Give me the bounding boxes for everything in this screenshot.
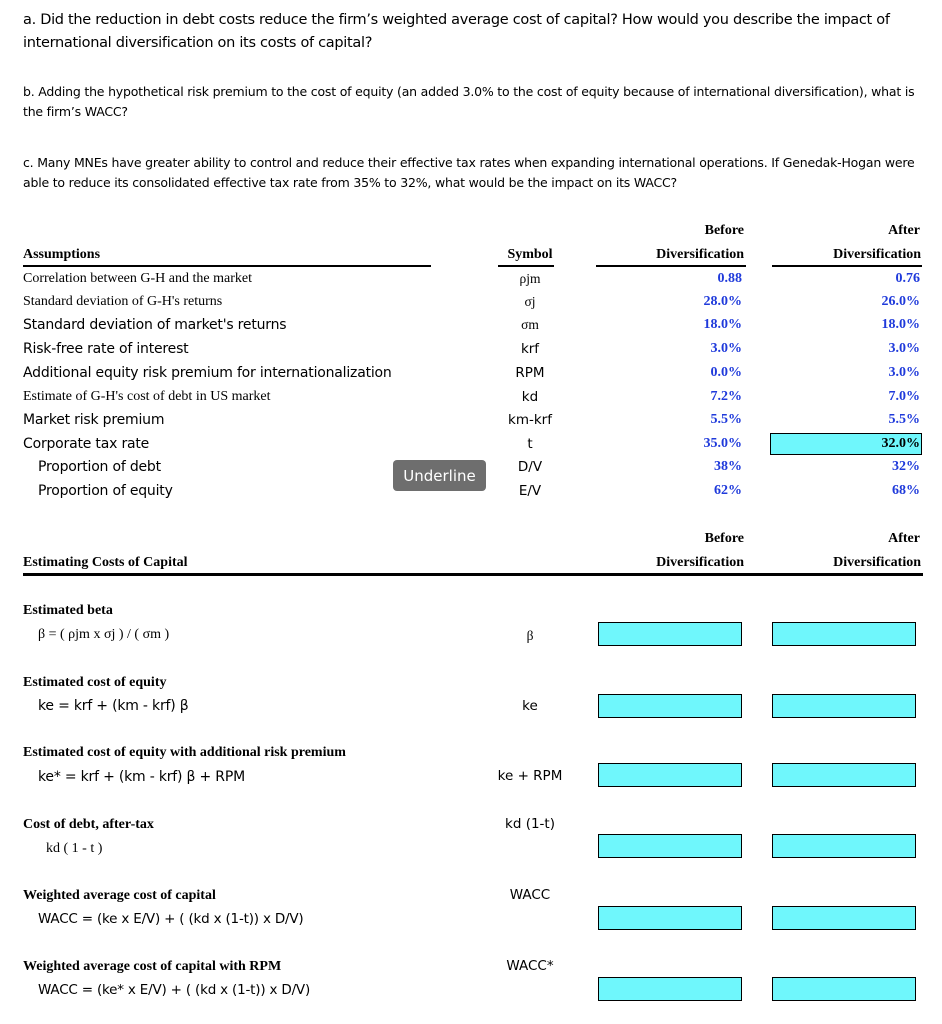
wacc-before-cell[interactable] [598, 906, 742, 930]
est-formula-cost-equity-rpm: ke* = krf + (km - krf) β + RPM [38, 769, 245, 785]
assumptions-underline [23, 265, 431, 267]
est-symbol-cost-debt: kd (1-t) [505, 816, 555, 832]
est-title-beta: Estimated beta [23, 603, 113, 618]
wacc-after-cell[interactable] [772, 906, 916, 930]
row-label-cost-debt: Estimate of G-H's cost of debt in US market [23, 389, 271, 404]
est-after-header-bottom: Diversification [833, 555, 921, 570]
row-symbol-equity-prop: E/V [518, 483, 542, 499]
est-title-wacc: Weighted average cost of capital [23, 888, 216, 903]
before-header-bottom: Diversification [656, 247, 744, 262]
before-header-top: Before [704, 223, 744, 238]
est-symbol-cost-equity-rpm: ke + RPM [497, 768, 563, 784]
cost-equity-rpm-before-cell[interactable] [598, 763, 742, 787]
row-before-sd-market: 18.0% [703, 317, 742, 332]
row-label-rpm: Additional equity risk premium for internationalization [23, 365, 392, 381]
row-after-sd-market: 18.0% [881, 317, 920, 332]
row-symbol-market-risk: km-krf [508, 412, 552, 428]
after-underline [772, 265, 922, 267]
wacc-rpm-after-cell[interactable] [772, 977, 916, 1001]
row-label-equity-prop: Proportion of equity [38, 483, 173, 499]
row-symbol-sd-gh: σj [524, 294, 536, 309]
row-label-sd-market: Standard deviation of market's returns [23, 317, 287, 333]
after-header-bottom: Diversification [833, 247, 921, 262]
est-formula-cost-equity: ke = krf + (km - krf) β [38, 698, 189, 714]
row-label-risk-free: Risk-free rate of interest [23, 341, 189, 357]
row-label-correlation: Correlation between G-H and the market [23, 271, 252, 286]
row-after-tax-rate[interactable]: 32.0% [881, 436, 920, 451]
est-symbol-wacc-rpm: WACC* [506, 958, 554, 974]
row-after-cost-debt: 7.0% [888, 389, 920, 404]
row-label-debt-prop: Proportion of debt [38, 459, 161, 475]
assumptions-header: Assumptions [23, 247, 101, 262]
row-after-rpm: 3.0% [888, 365, 920, 380]
row-before-correlation: 0.88 [717, 271, 742, 286]
cost-equity-before-cell[interactable] [598, 694, 742, 718]
row-before-debt-prop: 38% [714, 459, 742, 474]
est-symbol-beta: β [526, 628, 534, 643]
est-formula-wacc-rpm: WACC = (ke* x E/V) + ( (kd x (1-t)) x D/V) [38, 982, 311, 998]
est-symbol-wacc: WACC [509, 887, 551, 903]
est-formula-cost-debt: kd ( 1 - t ) [46, 841, 103, 856]
row-symbol-tax-rate: t [527, 436, 533, 452]
est-title-cost-equity: Estimated cost of equity [23, 675, 167, 690]
underline-tooltip: Underline [393, 460, 486, 491]
cost-equity-rpm-after-cell[interactable] [772, 763, 916, 787]
row-before-rpm: 0.0% [710, 365, 742, 380]
before-underline [596, 265, 746, 267]
row-after-risk-free: 3.0% [888, 341, 920, 356]
estimating-underline [23, 573, 923, 576]
est-formula-beta: β = ( ρjm x σj ) / ( σm ) [38, 627, 170, 642]
row-after-market-risk: 5.5% [888, 412, 920, 427]
row-symbol-risk-free: krf [520, 341, 540, 357]
symbol-header: Symbol [507, 247, 553, 262]
est-title-cost-debt: Cost of debt, after-tax [23, 817, 154, 832]
row-after-debt-prop: 32% [892, 459, 920, 474]
symbol-underline [498, 265, 554, 267]
est-formula-wacc: WACC = (ke x E/V) + ( (kd x (1-t)) x D/V) [38, 911, 304, 927]
est-after-header-top: After [888, 531, 920, 546]
row-before-risk-free: 3.0% [710, 341, 742, 356]
row-before-equity-prop: 62% [714, 483, 742, 498]
after-header-top: After [888, 223, 920, 238]
row-before-tax-rate: 35.0% [703, 436, 742, 451]
question-a: a. Did the reduction in debt costs reduce the firm’s weighted average cost of capital? How would you describe the impact of international diversification on its costs of capital? [23, 12, 890, 51]
beta-before-cell[interactable] [598, 622, 742, 646]
row-label-market-risk: Market risk premium [23, 412, 165, 428]
est-before-header-bottom: Diversification [656, 555, 744, 570]
row-symbol-correlation: ρjm [519, 271, 541, 286]
row-symbol-rpm: RPM [515, 365, 545, 381]
question-c: c. Many MNEs have greater ability to control and reduce their effective tax rates when expanding international operations. If Genedak-Hogan were able to reduce its consolidated effective tax rate from 35% to 32%, what would be the impact on its WACC? [23, 155, 915, 190]
row-label-sd-gh: Standard deviation of G-H's returns [23, 294, 223, 309]
est-title-wacc-rpm: Weighted average cost of capital with RPM [23, 959, 282, 974]
est-before-header-top: Before [704, 531, 744, 546]
row-after-sd-gh: 26.0% [881, 294, 920, 309]
beta-after-cell[interactable] [772, 622, 916, 646]
est-symbol-cost-equity: ke [522, 698, 538, 714]
wacc-rpm-before-cell[interactable] [598, 977, 742, 1001]
row-symbol-sd-market: σm [521, 317, 539, 332]
est-title-cost-equity-rpm: Estimated cost of equity with additional risk premium [23, 745, 346, 760]
row-label-tax-rate: Corporate tax rate [23, 436, 150, 452]
row-before-cost-debt: 7.2% [710, 389, 742, 404]
estimating-header: Estimating Costs of Capital [23, 555, 188, 570]
row-symbol-cost-debt: kd [521, 389, 539, 405]
cost-debt-before-cell[interactable] [598, 834, 742, 858]
question-b: b. Adding the hypothetical risk premium to the cost of equity (an added 3.0% to the cost of equity because of international diversification), what is the firm’s WACC? [23, 84, 915, 119]
row-symbol-debt-prop: D/V [517, 459, 543, 475]
cost-equity-after-cell[interactable] [772, 694, 916, 718]
row-before-market-risk: 5.5% [710, 412, 742, 427]
cost-debt-after-cell[interactable] [772, 834, 916, 858]
row-before-sd-gh: 28.0% [703, 294, 742, 309]
row-after-correlation: 0.76 [895, 271, 920, 286]
row-after-equity-prop: 68% [892, 483, 920, 498]
